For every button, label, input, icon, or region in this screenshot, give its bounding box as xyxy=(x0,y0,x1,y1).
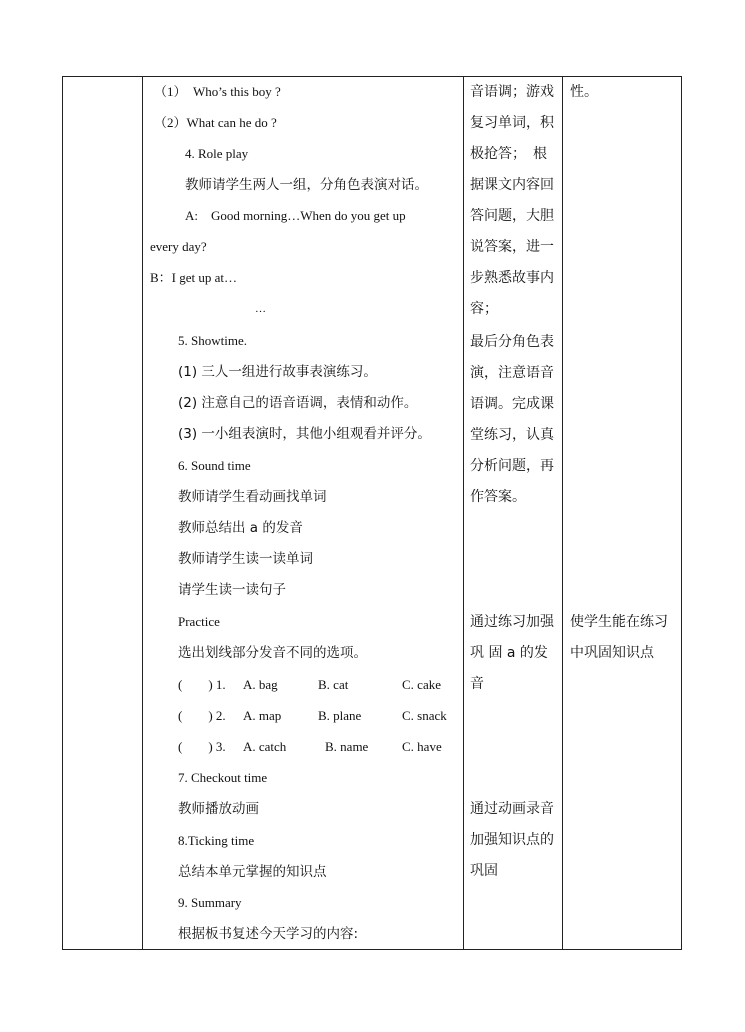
student-activity-line: 通过动画录音 xyxy=(470,801,554,817)
student-activity-line: 答问题，大胆 xyxy=(470,208,554,224)
sound-step-3: 教师请学生读一读单词 xyxy=(178,551,313,567)
student-activity-line: 音 xyxy=(470,676,484,692)
exercise-option-c: C. have xyxy=(402,739,442,754)
exercise-option-c: C. cake xyxy=(402,677,441,692)
student-activity-line: 巩 固 a 的发 xyxy=(470,645,548,661)
student-activity-line: 音语调；游戏 xyxy=(470,84,554,100)
student-activity-line: 作答案。 xyxy=(470,489,526,505)
exercise-blank: ( ) 2. xyxy=(178,708,226,723)
student-activity-line: 据课文内容回 xyxy=(470,177,554,193)
sound-step-4: 请学生读一读句子 xyxy=(178,582,286,598)
student-activity-line: 步熟悉故事内 xyxy=(470,270,554,286)
student-activity-line: 说答案，进一 xyxy=(470,239,554,255)
ticking-heading: 8.Ticking time xyxy=(178,833,255,848)
student-activity-line: 巩固 xyxy=(470,863,498,879)
sound-time-heading: 6. Sound time xyxy=(178,458,251,473)
exercise-option-b: B. plane xyxy=(318,708,362,723)
exercise-option-b: B. name xyxy=(325,739,369,754)
student-activity-line: 容； xyxy=(470,301,498,317)
exercise-option-a: A. map xyxy=(243,708,282,723)
dialog-line-a: A: Good morning…When do you get up xyxy=(185,208,406,223)
intent-block-2 xyxy=(570,607,668,669)
student-activity-line: 极抢答； 根 xyxy=(470,146,547,162)
dialog-line-b: B：I get up at… xyxy=(150,270,238,285)
exercise-option-c: C. snack xyxy=(402,708,447,723)
student-activity-line: 分析问题，再 xyxy=(470,458,554,474)
checkout-heading: 7. Checkout time xyxy=(178,770,268,785)
student-activity-line: 语调。完成课 xyxy=(470,396,554,412)
column-divider xyxy=(562,77,563,949)
intent-block-1 xyxy=(570,77,598,108)
practice-heading: Practice xyxy=(178,614,220,629)
question-1: （1） Who’s this boy ? xyxy=(154,84,281,99)
student-activity-line: 加强知识点的 xyxy=(470,832,554,848)
student-activity-block-3 xyxy=(470,607,554,700)
practice-instruction: 选出划线部分发音不同的选项。 xyxy=(178,645,367,661)
summary-heading: 9. Summary xyxy=(178,895,242,910)
exercise-option-a: A. bag xyxy=(243,677,278,692)
student-activity-line: 通过练习加强 xyxy=(470,614,554,630)
showtime-step-2: (2) 注意自己的语音语调，表情和动作。 xyxy=(178,395,418,411)
exercise-option-b: B. cat xyxy=(318,677,349,692)
showtime-step-3: (3) 一小组表演时，其他小组观看并评分。 xyxy=(178,426,431,442)
role-play-instruction: 教师请学生两人一组，分角色表演对话。 xyxy=(185,177,428,193)
student-activity-line: 复习单词，积 xyxy=(470,115,554,131)
intent-line: 性。 xyxy=(570,84,598,100)
student-activity-block-2 xyxy=(470,327,554,513)
column-divider xyxy=(142,77,143,949)
intent-line: 使学生能在练习 xyxy=(570,614,668,630)
column-divider xyxy=(463,77,464,949)
student-activity-block-1 xyxy=(470,77,554,325)
exercise-blank: ( ) 3. xyxy=(178,739,226,754)
student-activity-line: 最后分角色表 xyxy=(470,334,554,350)
summary-step-1: 根据板书复述今天学习的内容: xyxy=(178,926,359,942)
ellipsis: … xyxy=(255,303,266,315)
checkout-step-1: 教师播放动画 xyxy=(178,801,259,817)
showtime-heading: 5. Showtime. xyxy=(178,333,247,348)
sound-step-1: 教师请学生看动画找单词 xyxy=(178,489,327,505)
dialog-line-a-cont: every day? xyxy=(150,239,207,254)
question-2: （2）What can he do ? xyxy=(154,115,277,130)
student-activity-line: 演，注意语音 xyxy=(470,365,554,381)
exercise-option-a: A. catch xyxy=(243,739,287,754)
sound-step-2: 教师总结出 a 的发音 xyxy=(178,520,303,536)
ticking-step-1: 总结本单元掌握的知识点 xyxy=(178,864,327,880)
student-activity-block-4 xyxy=(470,794,554,887)
role-play-heading: 4. Role play xyxy=(185,146,249,161)
intent-line: 中巩固知识点 xyxy=(570,645,654,661)
exercise-blank: ( ) 1. xyxy=(178,677,226,692)
showtime-step-1: (1) 三人一组进行故事表演练习。 xyxy=(178,364,377,380)
student-activity-line: 堂练习，认真 xyxy=(470,427,554,443)
